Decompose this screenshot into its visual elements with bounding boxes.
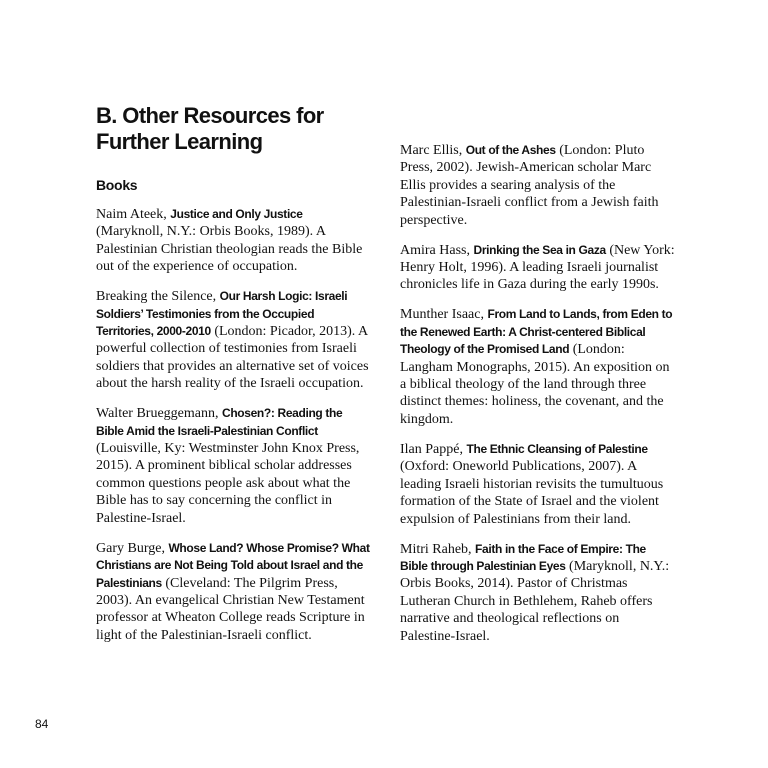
book-author: Walter Brueggemann,	[96, 406, 222, 422]
page-title: B. Other Resources for Further Learning	[96, 103, 324, 154]
book-entry	[400, 242, 676, 294]
book-entry	[96, 206, 372, 276]
book-author: Ilan Pappé,	[400, 441, 467, 457]
book-author: Mitri Raheb,	[400, 541, 476, 557]
book-entry	[400, 306, 676, 428]
book-author: Naim Ateek,	[96, 207, 171, 222]
book-description: (London: Langham Monographs, 2015). An exposition on a biblical theology of the land through three distinct themes: holiness, the covenant, and the kingdom.	[400, 342, 670, 427]
book-title: Whose Land? Whose Promise? What Christians are Not Being Told about Israel and the Palestinians	[96, 540, 370, 590]
book-author: Marc Ellis,	[400, 143, 466, 158]
book-description: (Cleveland: The Pilgrim Press, 2003). An evangelical Christian New Testament professor at Wheaton College reads Scripture in light of the Palestinian-Israeli conflict.	[96, 575, 365, 643]
book-title: Faith in the Face of Empire: The Bible through Palestinian Eyes	[400, 541, 646, 573]
book-title: Chosen?: Reading the Bible Amid the Israeli-Palestinian Conflict	[96, 406, 343, 438]
book-description: (London: Picador, 2013). A powerful collection of testimonies from Israeli soldiers that provides an alternative set of voices about the harsh reality of the Israeli occupation.	[96, 324, 369, 392]
book-description: (Maryknoll, N.Y.: Orbis Books, 1989). A Palestinian Christian theologian reads the Bible out of the experience of occupation.	[96, 224, 363, 275]
book-entry	[400, 142, 676, 229]
book-author: Amira Hass,	[400, 242, 474, 258]
book-entry	[96, 540, 372, 644]
right-column	[400, 142, 676, 658]
book-author: Munther Isaac,	[400, 307, 488, 323]
book-title: The Ethnic Cleansing of Palestine	[466, 441, 648, 456]
book-description: (Oxford: Oneworld Publications, 2007). A leading Israeli historian revisits the tumultuous formation of the State of Israel and the violent expulsion of Palestinians from their land.	[400, 459, 664, 527]
left-column	[96, 206, 372, 657]
book-entry	[400, 541, 676, 645]
book-title: From Land to Lands, from Eden to the Renewed Earth: A Christ-centered Biblical Theology of the Promised Land	[400, 307, 673, 357]
book-entry	[400, 441, 676, 528]
book-title: Justice and Only Justice	[170, 207, 303, 221]
book-description: (Louisville, Ky: Westminster John Knox Press, 2015). A prominent biblical scholar addresses common questions people ask about what the Bible has to say concerning the conflict in Palestine-Israel.	[96, 441, 360, 526]
book-title: Our Harsh Logic: Israeli Soldiers’ Testimonies from the Occupied Territories, 2000-2010	[96, 289, 348, 339]
book-description: (New York: Henry Holt, 1996). A leading Israeli journalist chronicles life in Gaza during the early 1990s.	[400, 242, 675, 293]
book-entry	[96, 405, 372, 527]
book-title: Drinking the Sea in Gaza	[473, 242, 606, 257]
book-title: Out of the Ashes	[465, 143, 556, 157]
book-author: Breaking the Silence,	[96, 289, 220, 305]
book-author: Gary Burge,	[96, 540, 169, 556]
book-entry	[96, 288, 372, 392]
book-description: (Maryknoll, N.Y.: Orbis Books, 2014). Pastor of Christmas Lutheran Church in Bethlehem, Raheb offers narrative and theological reflections on Palestine-Israel.	[400, 558, 670, 644]
section-heading-books: Books	[96, 177, 138, 193]
page-number: 84	[35, 717, 49, 731]
book-description: (London: Pluto Press, 2002). Jewish-American scholar Marc Ellis provides a searing analysis of the Palestinian-Israeli conflict from a Jewish faith perspective.	[400, 143, 659, 228]
